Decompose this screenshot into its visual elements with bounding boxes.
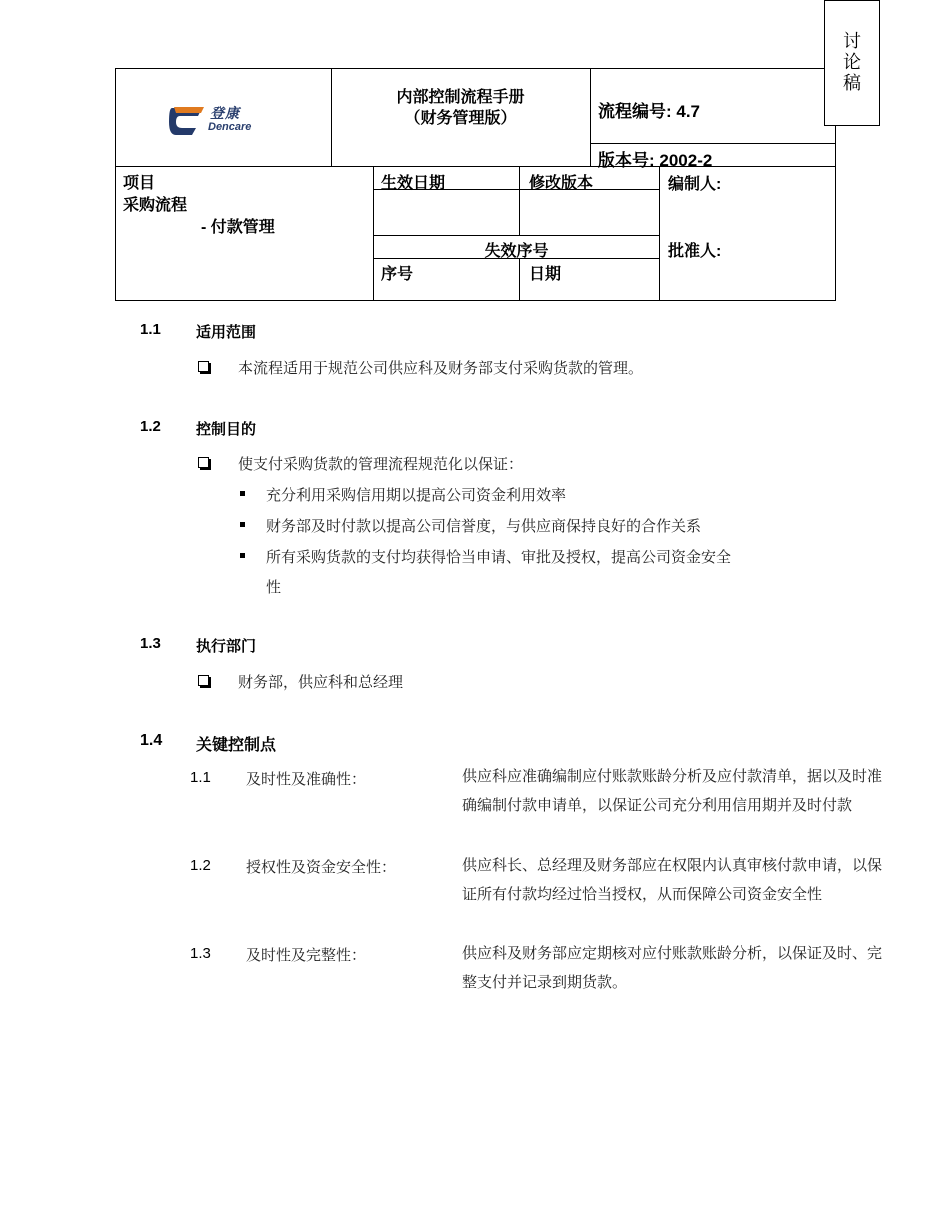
section-title: 执行部门 [196, 638, 257, 655]
table-border [519, 258, 520, 301]
date-label: 日期 [529, 266, 562, 283]
draft-stamp [824, 0, 880, 126]
logo-cn-text: 登康 [210, 105, 240, 121]
title-line: 内部控制流程手册 [396, 89, 525, 106]
effective-date-label: 生效日期 [381, 175, 446, 192]
section-bullet-text: 财务部，供应科和总经理 [238, 673, 404, 691]
table-border [835, 126, 836, 301]
square-bullet-icon [240, 522, 245, 527]
control-point-description: 供应科及财务部应定期核对应付账款账龄分析，以保证及时、完整支付并记录到期货款。 [462, 944, 883, 991]
company-logo [168, 104, 268, 138]
table-border [115, 300, 836, 301]
editor-label: 编制人: [668, 176, 722, 193]
approver-label: 批准人: [668, 243, 722, 260]
square-bullet-icon [240, 491, 245, 496]
control-point-description: 供应科长、总经理及财务部应在权限内认真审核付款申请，以保证所有付款均经过恰当授权，从而保障公司资金安全性 [462, 856, 883, 903]
table-border [519, 166, 520, 235]
project-name: 采购流程 [123, 197, 188, 214]
table-border [373, 235, 660, 236]
version-number: 版本号: 2002-2 [598, 151, 713, 170]
manual-title [331, 87, 590, 129]
section-bullet-text: 使支付采购货款的管理流程规范化以保证： [238, 455, 524, 473]
project-subname: - 付款管理 [201, 219, 275, 236]
checkbox-bullet-icon [198, 361, 209, 372]
control-point-label: 及时性及完整性： [246, 946, 367, 964]
control-point-label: 授权性及资金安全性： [246, 858, 397, 876]
section-number: 1.2 [140, 418, 161, 435]
table-border [373, 166, 374, 301]
list-item-continuation: 性 [266, 578, 282, 596]
table-border [115, 68, 116, 301]
section-number: 1.3 [140, 635, 161, 652]
list-item: 充分利用采购信用期以提高公司资金利用效率 [266, 486, 567, 504]
section-title: 适用范围 [196, 324, 257, 341]
stamp-char: 讨 [843, 31, 861, 52]
seq-label: 序号 [381, 266, 414, 283]
title-subline: （财务管理版） [404, 110, 517, 127]
section-number: 1.1 [140, 321, 161, 338]
table-border [590, 143, 835, 144]
control-point-label: 及时性及准确性： [246, 770, 367, 788]
project-label: 项目 [123, 175, 156, 192]
logo-mark-icon [168, 104, 208, 136]
section-title: 关键控制点 [196, 737, 277, 754]
logo-en-text: Dencare [208, 121, 252, 133]
table-border [115, 68, 824, 69]
control-point-number: 1.3 [190, 945, 211, 962]
square-bullet-icon [240, 553, 245, 558]
control-point-number: 1.2 [190, 857, 211, 874]
list-item: 所有采购货款的支付均获得恰当申请、审批及授权，提高公司资金安全 [266, 548, 732, 566]
checkbox-bullet-icon [198, 457, 209, 468]
control-point-number: 1.1 [190, 769, 211, 786]
expiry-seq-label: 失效序号 [484, 243, 549, 260]
section-bullet-text: 本流程适用于规范公司供应科及财务部支付采购货款的管理。 [238, 359, 644, 377]
list-item: 财务部及时付款以提高公司信誉度，与供应商保持良好的合作关系 [266, 517, 702, 535]
table-border [590, 68, 591, 167]
table-border [115, 166, 836, 167]
process-number: 流程编号: 4.7 [598, 102, 701, 121]
revision-label: 修改版本 [529, 175, 594, 192]
table-border [659, 166, 660, 301]
section-number: 1.4 [140, 732, 163, 749]
control-point-description: 供应科应准确编制应付账款账龄分析及应付款清单，据以及时准确编制付款申请单，以保证公司充分利用信用期并及时付款 [462, 767, 883, 814]
stamp-char: 论 [843, 52, 861, 73]
stamp-char: 稿 [843, 73, 861, 94]
checkbox-bullet-icon [198, 675, 209, 686]
section-title: 控制目的 [196, 421, 257, 438]
